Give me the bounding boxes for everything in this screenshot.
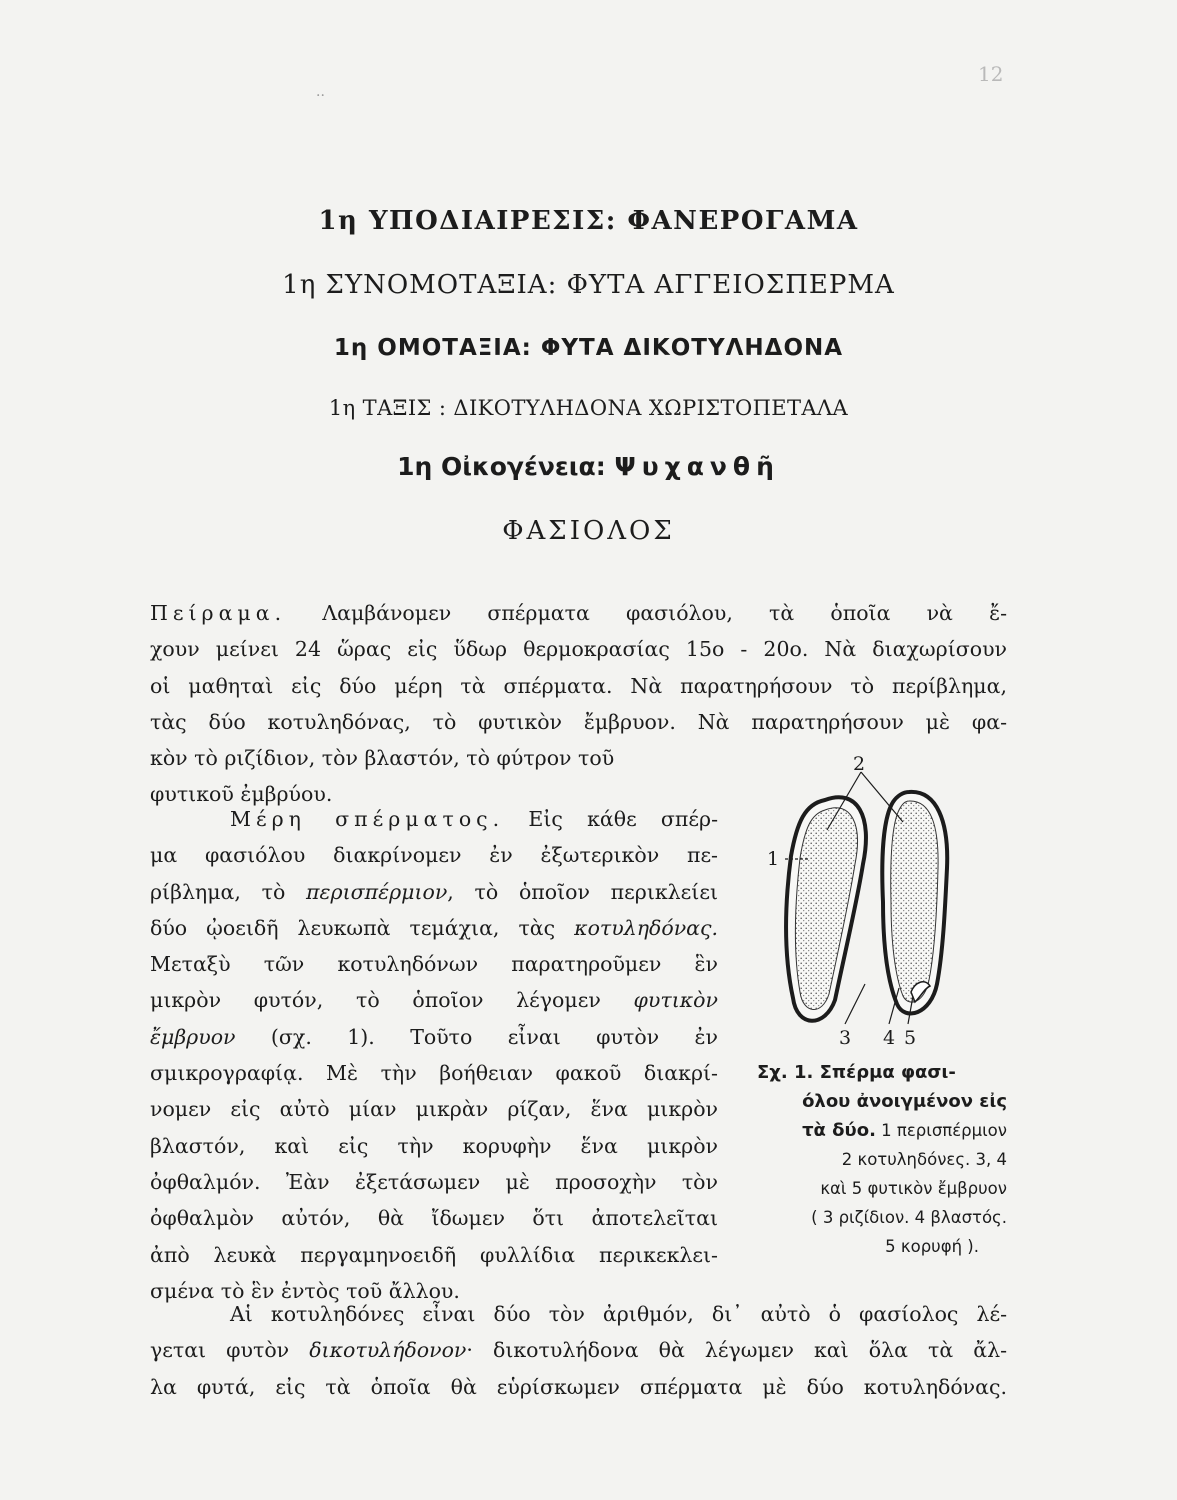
- experiment-line: χουν μείνει 24 ὥρας εἰς ὕδωρ θερμοκρασίας 15ο - 20ο. Νὰ διαχωρίσουν: [150, 637, 1007, 662]
- label-3: 3: [839, 1027, 852, 1049]
- seed-line: σμικρογραφίᾳ. Μὲ τὴν βοήθειαν φακοῦ διακρί-: [150, 1061, 718, 1086]
- heading-class: 1η ΟΜΟΤΑΞΙΑ: ΦΥΤΑ ΔΙΚΟΤΥΛΗΔΟΝΑ: [333, 335, 844, 361]
- seed-line-text: Εἰς κάθε σπέρ-: [504, 807, 718, 831]
- conclusion-text: γεται φυτὸν: [150, 1338, 310, 1363]
- caption-line: [757, 1087, 1007, 1116]
- conclusion-line: λα φυτά, εἰς τὰ ὁποῖα θὰ εὑρίσκωμεν σπέρματα μὲ δύο κοτυληδόνας.: [150, 1374, 1007, 1399]
- seed-line: ἀπὸ λευκὰ περγαμηνοειδῆ φυλλίδια περικεκλει-: [150, 1242, 718, 1267]
- seed-parts-label: Μέρη σπέρματος.: [230, 807, 505, 831]
- right-seed-half: [882, 792, 947, 1014]
- experiment-line: [150, 595, 1007, 631]
- term-dicotyledon: δικοτυλήδονον: [309, 1338, 467, 1363]
- seed-line: μα φασιόλου διακρίνομεν ἐν ἐξωτερικὸν πε-: [150, 843, 718, 868]
- term-perisperm: περισπέρμιον: [306, 879, 448, 904]
- heading-family: [0, 452, 1177, 481]
- label-4: 4: [883, 1027, 896, 1049]
- experiment-label: Πείραμα.: [150, 601, 287, 625]
- family-name: Ψυχανθῆ: [614, 452, 780, 481]
- experiment-line-text: Λαμβάνομεν σπέρματα φασιόλου, τὰ ὁποῖα νὰ ἔ-: [286, 601, 1007, 625]
- term-plant-embryo: φυτικὸν: [633, 988, 718, 1013]
- caption-line: 2 κοτυληδόνες. 3, 4: [841, 1150, 1007, 1169]
- left-seed-half: [786, 797, 866, 1021]
- caption-line: [757, 1058, 1007, 1087]
- seed-line: [150, 910, 718, 946]
- caption-text: 1 περισπέρμιον: [875, 1121, 1007, 1140]
- seed-line-text: (σχ. 1). Τοῦτο εἶναι φυτὸν ἐν: [235, 1024, 718, 1049]
- conclusion-line: Αἱ κοτυληδόνες εἶναι δύο τὸν ἀριθμόν, δι᾽ αὐτὸ ὁ φασίολος λέ-: [230, 1302, 1007, 1326]
- seed-line: [150, 874, 718, 910]
- family-prefix: 1η Οἰκογένεια:: [397, 452, 606, 481]
- caption-line: ( 3 ριζίδιον. 4 βλαστός.: [811, 1208, 1007, 1227]
- seed-line: [150, 1019, 718, 1055]
- seed-line: νομεν εἰς αὐτὸ μίαν μικρὰν ρίζαν, ἕνα μικρὸν: [150, 1097, 718, 1122]
- conclusion-line: [150, 1332, 1007, 1368]
- heading-plant: ΦΑΣΙΟΛΟΣ: [502, 516, 675, 546]
- seed-line-text: ρίβλημα, τὸ: [150, 879, 307, 904]
- seed-illustration: [765, 752, 965, 1052]
- experiment-line: τὰς δύο κοτυληδόνας, τὸ φυτικὸν ἔμβρυον. Νὰ παρατηρήσουν μὲ φα-: [150, 709, 1007, 734]
- seed-line: σμένα τὸ ἓν ἐντὸς τοῦ ἄλλου.: [150, 1278, 460, 1303]
- figure-caption: [757, 1058, 1007, 1261]
- caption-line: 5 κορυφή ).: [885, 1237, 979, 1256]
- heading-phylum: 1η ΣΥΝΟΜΟΤΑΞΙΑ: ΦΥΤΑ ΑΓΓΕΙΟΣΠΕΡΜΑ: [282, 270, 895, 300]
- seed-line-text: , τὸ ὁποῖον περικλείει: [447, 879, 718, 904]
- label-2: 2: [853, 753, 866, 775]
- term-embryo: ἔμβρυον: [150, 1024, 236, 1049]
- caption-title: όλου ἀνοιγμένον εἰς: [802, 1091, 1007, 1112]
- seed-line-text: μικρὸν φυτόν, τὸ ὁποῖον λέγομεν: [150, 988, 634, 1013]
- seed-figure: [765, 752, 965, 1052]
- seed-line: ὀφθαλμόν. Ἐὰν ἐξετάσωμεν μὲ προσοχὴν τὸν: [150, 1169, 718, 1194]
- heading-subdivision: 1η ΥΠΟΔΙΑΙΡΕΣΙΣ: ΦΑΝΕΡΟΓΑΜΑ: [318, 206, 859, 236]
- seed-line: βλαστόν, καὶ εἰς τὴν κορυφὴν ἕνα μικρὸν: [150, 1133, 718, 1158]
- seed-line: [150, 982, 718, 1018]
- caption-line: καὶ 5 φυτικὸν ἔμβρυον: [820, 1179, 1007, 1198]
- seed-line: ὀφθαλμὸν αὐτόν, θὰ ἴδωμεν ὅτι ἀποτελεῖται: [150, 1206, 718, 1231]
- decorative-dot: ··: [316, 88, 325, 104]
- seed-parts-paragraph: [150, 801, 718, 1309]
- conclusion-paragraph: [150, 1296, 1007, 1405]
- term-cotyledons: κοτυληδόνας.: [574, 915, 718, 940]
- conclusion-text: · δικοτυλήδονα θὰ λέγωμεν καὶ ὅλα τὰ ἄλ-: [466, 1338, 1007, 1363]
- caption-title: Σχ. 1. Σπέρμα φασι-: [757, 1062, 956, 1083]
- caption-line: [757, 1116, 1007, 1145]
- caption-title: τὰ δύο.: [802, 1120, 876, 1141]
- label-1: 1: [767, 848, 780, 870]
- seed-line-text: δύο ᾠοειδῆ λευκωπὰ τεμάχια, τὰς: [150, 915, 575, 940]
- heading-order: 1η ΤΑΞΙΣ : ΔΙΚΟΤΥΛΗΔΟΝΑ ΧΩΡΙΣΤΟΠΕΤΑΛΑ: [328, 396, 849, 420]
- label-5: 5: [904, 1027, 917, 1049]
- page-number: 12: [978, 62, 1004, 86]
- experiment-line: φυτικοῦ ἐμβρύου.: [150, 782, 333, 807]
- experiment-line: κὸν τὸ ριζίδιον, τὸν βλαστόν, τὸ φύτρον τοῦ: [150, 746, 615, 771]
- seed-line: Μεταξὺ τῶν κοτυληδόνων παρατηροῦμεν ἓν: [150, 952, 718, 977]
- experiment-line: οἱ μαθηταὶ εἰς δύο μέρη τὰ σπέρματα. Νὰ παρατηρήσουν τὸ περίβλημα,: [150, 673, 1007, 698]
- seed-line: [150, 801, 718, 837]
